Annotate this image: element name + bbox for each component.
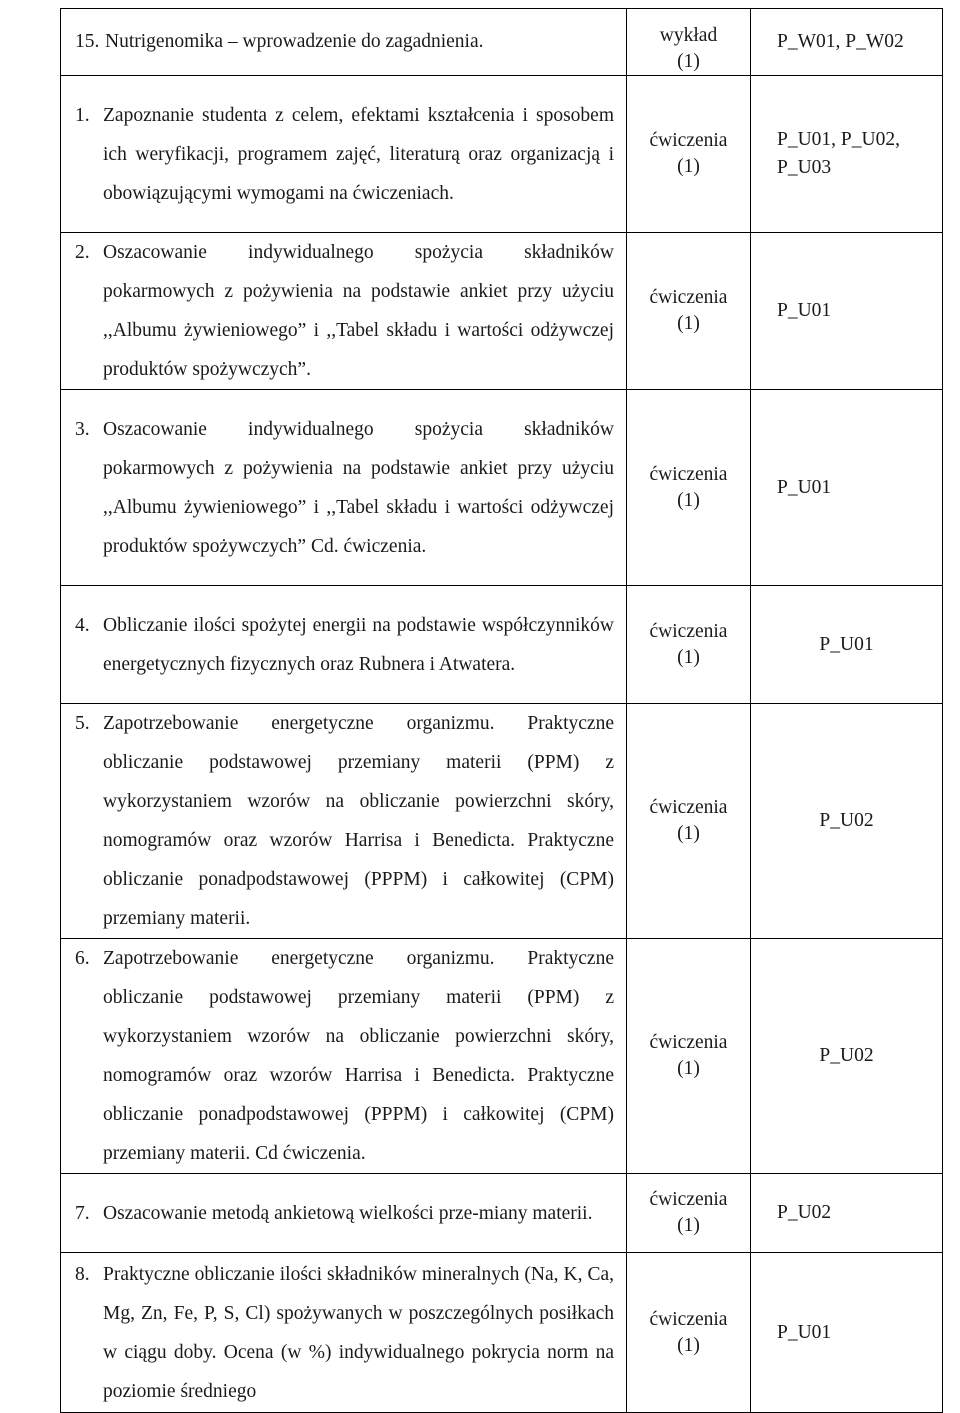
- topic-description: Zapotrzebowanie energetyczne organizmu. Praktyczne obliczanie podstawowej przemiany materii (PPM) z wykorzystaniem wzorów na obliczanie powierzchni skóry, nomogramów oraz wzorów Harrisa i Benedicta. Praktyczne obliczanie ponadpodstawowej (PPPM) i całkowitej (CPM) przemiany materii.: [103, 713, 614, 929]
- learning-effects: P_U02: [819, 810, 874, 831]
- learning-effects-cell: [751, 586, 943, 704]
- course-content-table: [60, 8, 943, 1413]
- table-row: [61, 1174, 943, 1253]
- class-form: ćwiczenia: [649, 1308, 728, 1330]
- topic-description: Zapotrzebowanie energetyczne organizmu. Praktyczne obliczanie podstawowej przemiany materii (PPM) z wykorzystaniem wzorów na obliczanie powierzchni skóry, nomogramów oraz wzorów Harrisa i Benedicta. Praktyczne obliczanie ponadpodstawowej (PPPM) i całkowitej (CPM) przemiany materii. Cd ćwiczenia.: [103, 948, 614, 1164]
- learning-effects: P_U03: [777, 157, 832, 178]
- topic-description: Oszacowanie metodą ankietową wielkości prze-miany materii.: [103, 1202, 593, 1224]
- topic-description: Zapoznanie studenta z celem, efektami kształcenia i sposobem ich weryfikacji, programem zajęć, literaturą oraz organizacją i obowiązującymi wymogami na ćwiczeniach.: [103, 104, 614, 204]
- table-row: [61, 233, 943, 390]
- class-form: ćwiczenia: [649, 620, 728, 642]
- topic-number: 7.: [75, 1202, 90, 1224]
- topic-number: 4.: [75, 614, 90, 636]
- learning-effects: P_U01: [819, 633, 874, 655]
- learning-effects: P_U02: [777, 1202, 832, 1223]
- table-row: [61, 704, 943, 939]
- class-hours: (1): [677, 156, 700, 177]
- topic-cell: [61, 233, 627, 390]
- class-hours: (1): [677, 489, 700, 511]
- table-row: [61, 586, 943, 704]
- topic-number: 15.: [75, 31, 100, 52]
- topic-cell: [61, 586, 627, 704]
- class-form-cell: [627, 586, 751, 704]
- topic-description: Obliczanie ilości spożytej energii na podstawie współczynników energetycznych fizycznych oraz Rubnera i Atwatera.: [103, 614, 614, 675]
- topic-number: 1.: [75, 104, 90, 126]
- topic-description: Nutrigenomika – wprowadzenie do zagadnienia.: [105, 31, 484, 52]
- class-form: wykład: [659, 25, 718, 46]
- learning-effects-cell: [751, 704, 943, 939]
- topic-cell: [61, 390, 627, 586]
- class-form-cell: [627, 76, 751, 233]
- topic-cell: [61, 9, 627, 76]
- learning-effects: P_U01: [777, 1321, 832, 1343]
- learning-effects: P_U01: [777, 476, 832, 498]
- class-form-cell: [627, 1253, 751, 1413]
- class-hours: (1): [677, 1215, 700, 1236]
- learning-effects-cell: [751, 233, 943, 390]
- learning-effects: P_U02: [819, 1045, 874, 1066]
- topic-text: [75, 410, 614, 566]
- class-form-cell: [627, 233, 751, 390]
- topic-number: 5.: [75, 713, 90, 734]
- topic-text: [75, 606, 614, 684]
- class-hours: (1): [677, 1334, 700, 1356]
- class-form: ćwiczenia: [649, 130, 728, 151]
- table-row: [61, 9, 943, 76]
- class-hours: (1): [677, 823, 700, 844]
- table-row: [61, 939, 943, 1174]
- learning-effects-cell: [751, 1253, 943, 1413]
- learning-effects: P_U01: [777, 300, 832, 321]
- class-form-cell: [627, 704, 751, 939]
- class-form: ćwiczenia: [649, 463, 728, 485]
- learning-effects: P_U01, P_U02,: [777, 129, 900, 150]
- topic-text: [75, 704, 614, 938]
- class-hours: (1): [677, 51, 700, 72]
- class-form-cell: [627, 1174, 751, 1253]
- learning-effects-cell: [751, 939, 943, 1174]
- topic-text: [75, 1194, 614, 1233]
- topic-cell: [61, 1174, 627, 1253]
- table-row: [61, 1253, 943, 1413]
- class-form: ćwiczenia: [649, 287, 728, 308]
- class-hours: (1): [677, 1058, 700, 1079]
- topic-text: [75, 1255, 614, 1411]
- table-row: [61, 390, 943, 586]
- topic-cell: [61, 704, 627, 939]
- learning-effects: P_W01, P_W02: [777, 31, 904, 52]
- class-hours: (1): [677, 313, 700, 334]
- topic-text: [75, 939, 614, 1173]
- learning-effects-cell: [751, 390, 943, 586]
- class-form-cell: [627, 390, 751, 586]
- topic-text: [75, 96, 614, 213]
- topic-number: 3.: [75, 418, 90, 440]
- topic-cell: [61, 939, 627, 1174]
- topic-number: 2.: [75, 242, 90, 263]
- topic-text: [75, 233, 614, 389]
- class-form: ćwiczenia: [649, 1032, 728, 1053]
- learning-effects-cell: [751, 76, 943, 233]
- class-hours: (1): [677, 646, 700, 668]
- class-form-cell: [627, 9, 751, 76]
- table-row: [61, 76, 943, 233]
- topic-number: 6.: [75, 948, 90, 969]
- learning-effects-cell: [751, 9, 943, 76]
- class-form: ćwiczenia: [649, 797, 728, 818]
- class-form-cell: [627, 939, 751, 1174]
- topic-description: Oszacowanie indywidualnego spożycia składników pokarmowych z pożywienia na podstawie ankiet przy użyciu ,,Albumu żywieniowego” i ,,Tabel składu i wartości odżywczej produktów spożywczych”.: [103, 242, 614, 380]
- topic-text: [75, 24, 614, 60]
- topic-description: Oszacowanie indywidualnego spożycia składników pokarmowych z pożywienia na podstawie ankiet przy użyciu ,,Albumu żywieniowego” i ,,Tabel składu i wartości odżywczej produktów spożywczych” Cd. ćwiczenia.: [103, 418, 614, 557]
- topic-number: 8.: [75, 1264, 90, 1285]
- class-form: ćwiczenia: [649, 1189, 728, 1210]
- learning-effects-cell: [751, 1174, 943, 1253]
- topic-cell: [61, 1253, 627, 1413]
- topic-cell: [61, 76, 627, 233]
- topic-description: Praktyczne obliczanie ilości składników mineralnych (Na, K, Ca, Mg, Zn, Fe, P, S, Cl) spożywanych w poszczególnych posiłkach w ciągu doby. Ocena (w %) indywidualnego pokrycia norm na poziomie średniego: [103, 1264, 614, 1402]
